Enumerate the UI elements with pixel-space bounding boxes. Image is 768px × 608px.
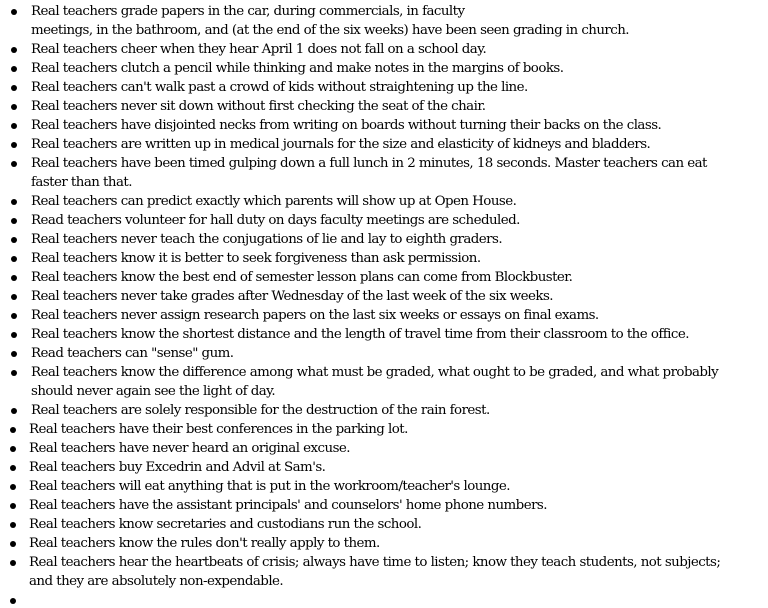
list-item: Real teachers are solely responsible for the destruction of the rain forest. [0,401,768,420]
list-item: Real teachers cheer when they hear April 1 does not fall on a school day. [0,40,768,59]
list-item: Read teachers volunteer for hall duty on days faculty meetings are scheduled. [0,211,768,230]
list-item: Real teachers can't walk past a crowd of kids without straightening up the line. [0,78,768,97]
bullet-icon [11,351,17,357]
bullet-icon [11,218,17,224]
bullet-icon [11,9,17,15]
bullet-icon [11,294,17,300]
bullet-icon [11,313,17,319]
list-item: Real teachers have disjointed necks from writing on boards without turning their backs on the class. [0,116,768,135]
list-item: Real teachers know it is better to seek forgiveness than ask permission. [0,249,768,268]
list-item: Real teachers know the rules don't really apply to them. [0,534,768,553]
bullet-icon [11,199,17,205]
bullet-icon [10,522,16,528]
bullet-icon [11,85,17,91]
bullet-icon [11,47,17,53]
bullet-icon [11,275,17,281]
list-item: Real teachers will eat anything that is put in the workroom/teacher's lounge. [0,477,768,496]
bullet-icon [10,465,16,471]
bullet-icon [10,560,16,566]
list-item: Real teachers hear the heartbeats of crisis; always have time to listen; know they teach students, not subjects; and they are absolutely non-expendable. [0,553,768,591]
list-item: Real teachers have been timed gulping down a full lunch in 2 minutes, 18 seconds. Master teachers can eat faster than that. [0,154,768,192]
bullet-icon [10,541,16,547]
list-item: Real teachers know the shortest distance and the length of travel time from their classroom to the office. [0,325,768,344]
bullet-icon [10,446,16,452]
list-item: Real teachers know the difference among what must be graded, what ought to be graded, and what probably should never again see the light of day. [0,363,768,401]
list-item: Real teachers know secretaries and custodians run the school. [0,515,768,534]
list-item: Real teachers have the assistant principals' and counselors' home phone numbers. [0,496,768,515]
bullet-icon [10,598,16,604]
list-item: Real teachers never teach the conjugations of lie and lay to eighth graders. [0,230,768,249]
bullet-icon [11,370,17,376]
list-item: Real teachers grade papers in the car, during commercials, in faculty meetings, in the bathroom, and (at the end of the six weeks) have been seen grading in church. [0,2,768,40]
bullet-icon [11,123,17,129]
list-item: Read teachers can "sense" gum. [0,344,768,363]
document-body [0,2,768,591]
bullet-icon [11,104,17,110]
list-item: Real teachers never assign research papers on the last six weeks or essays on final exams. [0,306,768,325]
list-item: Real teachers never take grades after Wednesday of the last week of the six weeks. [0,287,768,306]
bullet-icon [11,237,17,243]
list-item: Real teachers buy Excedrin and Advil at Sam's. [0,458,768,477]
list-item: Real teachers know the best end of semester lesson plans can come from Blockbuster. [0,268,768,287]
list-item: Real teachers have never heard an original excuse. [0,439,768,458]
list-item: Real teachers are written up in medical journals for the size and elasticity of kidneys and bladders. [0,135,768,154]
list-item: Real teachers have their best conferences in the parking lot. [0,420,768,439]
bullet-icon [10,427,16,433]
bullet-icon [11,332,17,338]
bullet-icon [11,142,17,148]
bullet-icon [11,161,17,167]
bullet-list [0,2,768,591]
bullet-icon [11,66,17,72]
bullet-icon [11,408,17,414]
list-item: Real teachers clutch a pencil while thinking and make notes in the margins of books. [0,59,768,78]
bullet-icon [10,503,16,509]
bullet-icon [11,256,17,262]
list-item: Real teachers can predict exactly which parents will show up at Open House. [0,192,768,211]
list-item: Real teachers never sit down without first checking the seat of the chair. [0,97,768,116]
bullet-icon [10,484,16,490]
